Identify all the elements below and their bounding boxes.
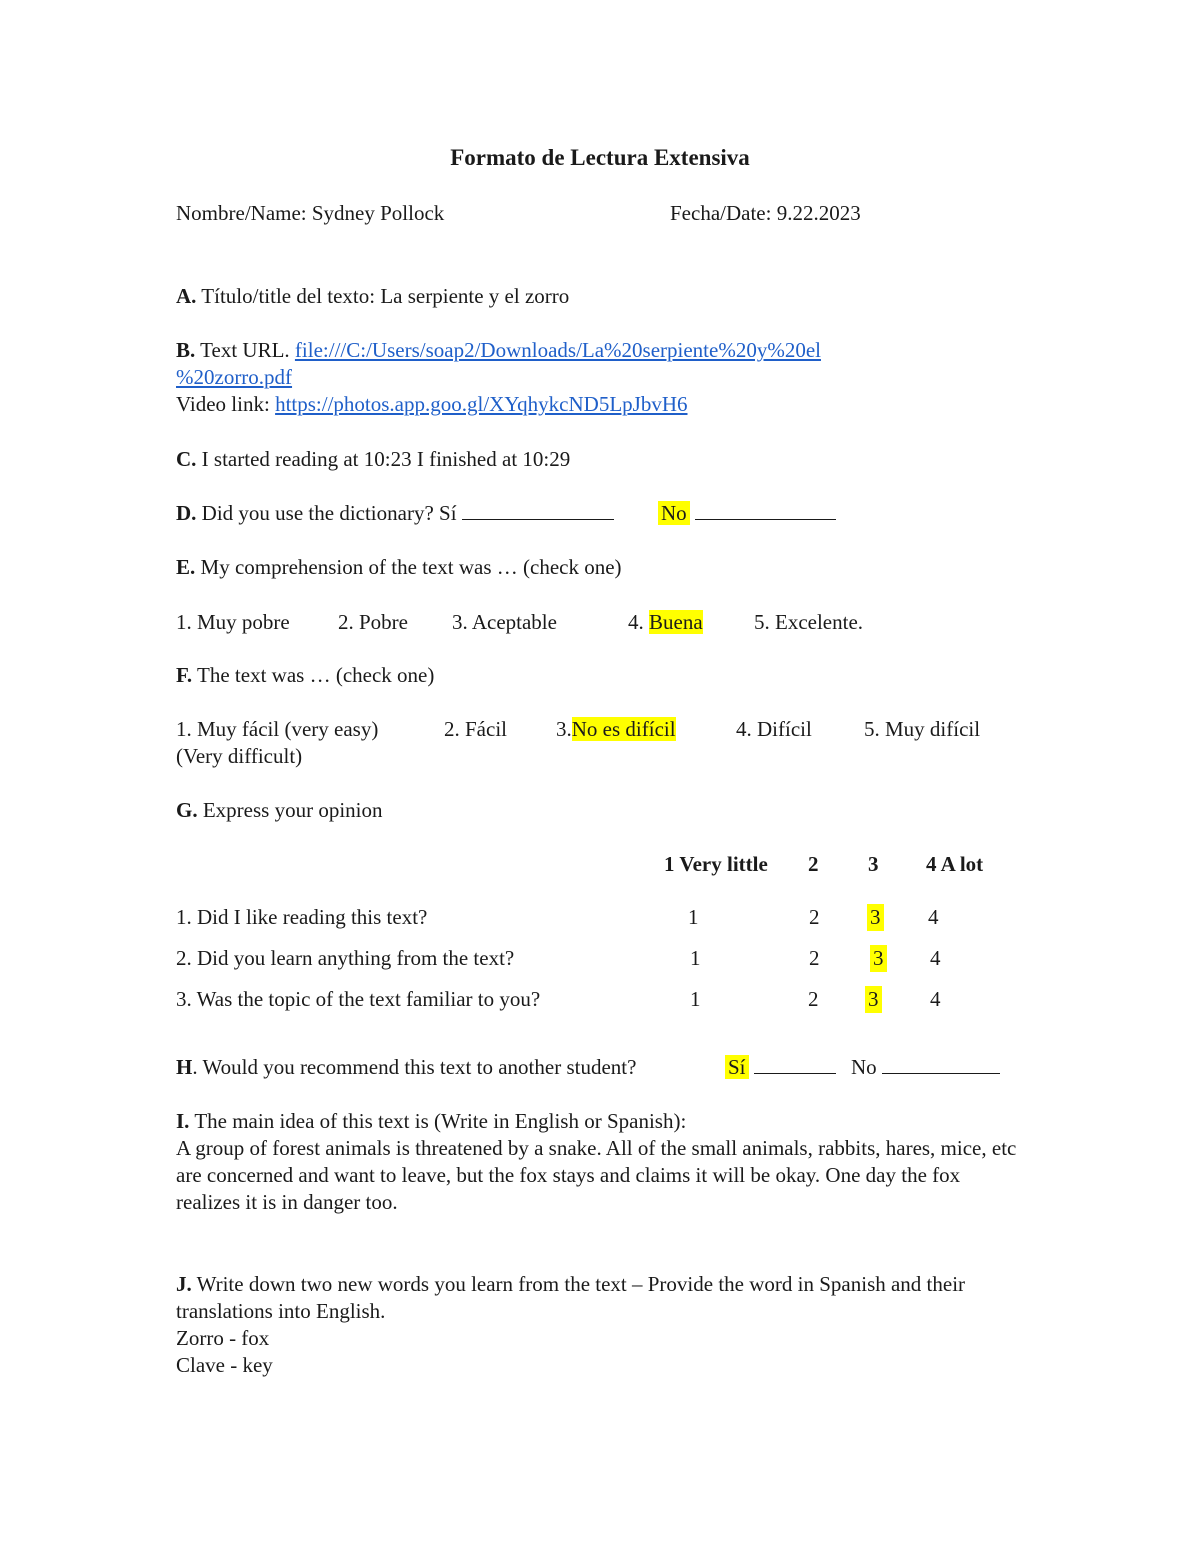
video-link[interactable]: https://photos.app.goo.gl/XYqhykcND5LpJbvH6 — [275, 392, 688, 416]
section-a-text: Título/title del texto: La serpiente y el zorro — [201, 284, 570, 308]
section-g-letter: G. — [176, 798, 198, 822]
difficulty-option-2: 2. Fácil — [444, 717, 507, 741]
name-line — [176, 200, 444, 227]
section-h — [176, 1054, 636, 1081]
section-c-letter: C. — [176, 447, 197, 471]
difficulty-option-5: 5. Muy difícil — [864, 717, 981, 741]
section-e-letter: E. — [176, 555, 196, 579]
date-line — [670, 200, 861, 227]
comprehension-option-4-number: 4. — [628, 610, 644, 634]
date-label: Fecha/Date: — [670, 201, 772, 225]
section-f-letter: F. — [176, 663, 193, 687]
scale-header-2: 2 — [808, 852, 819, 876]
section-h-question: . Would you recommend this text to another student? — [192, 1055, 637, 1079]
difficulty-option-4: 4. Difícil — [736, 717, 812, 741]
comprehension-option-3: 3. Aceptable — [452, 610, 557, 634]
section-b-video-line — [176, 391, 688, 418]
name-label: Nombre/Name: — [176, 201, 307, 225]
opinion-row-2-value-3-selected: 3 — [870, 945, 887, 972]
date-value: 9.22.2023 — [776, 201, 861, 225]
recommend-no-option — [851, 1054, 1000, 1081]
dictionary-no-highlighted: No — [658, 501, 690, 525]
section-b-url-continuation — [176, 364, 292, 391]
difficulty-option-3-number: 3. — [556, 717, 572, 741]
opinion-row-1-value-4: 4 — [928, 905, 939, 929]
opinion-row-3-question: 3. Was the topic of the text familiar to you? — [176, 987, 541, 1011]
section-a-letter: A. — [176, 284, 197, 308]
section-c-text: I started reading at 10:23 I finished at 10:29 — [201, 447, 571, 471]
section-d-letter: D. — [176, 501, 197, 525]
new-word-2: Clave - key — [176, 1353, 273, 1377]
opinion-row-1-value-1: 1 — [688, 905, 699, 929]
recommend-yes-highlighted: Sí — [725, 1055, 749, 1079]
comprehension-option-2: 2. Pobre — [338, 610, 408, 634]
text-url-link[interactable]: file:///C:/Users/soap2/Downloads/La%20serpiente%20y%20el — [294, 338, 821, 362]
opinion-row-1-value-3-selected: 3 — [867, 904, 884, 931]
comprehension-option-5: 5. Excelente. — [754, 610, 864, 634]
opinion-row-3-value-1: 1 — [690, 987, 701, 1011]
text-url-link-continued[interactable]: %20zorro.pdf — [176, 365, 293, 389]
scale-header-3: 3 — [868, 852, 879, 876]
section-a — [176, 283, 569, 310]
opinion-row-1-question: 1. Did I like reading this text? — [176, 905, 428, 929]
comprehension-option-4 — [628, 609, 703, 636]
difficulty-option-3-highlighted: No es difícil — [571, 717, 676, 741]
section-i-letter: I. — [176, 1109, 190, 1133]
dictionary-yes-blank — [462, 500, 614, 520]
recommend-yes-blank — [754, 1054, 836, 1074]
opinion-row-3-value-2: 2 — [808, 987, 819, 1011]
comprehension-option-1: 1. Muy pobre — [176, 610, 290, 634]
section-i-answer: A group of forest animals is threatened by a snake. All of the small animals, rabbits, hares, mice, etc are concerned and want to leave, but the fox stays and claims it will be okay. One day the fox realizes it is in danger too. — [176, 1136, 1017, 1214]
text-url-label: Text URL. — [200, 338, 290, 362]
section-e-question: My comprehension of the text was … (check one) — [200, 555, 622, 579]
difficulty-option-3 — [556, 716, 676, 743]
opinion-row-2-value-4: 4 — [930, 946, 941, 970]
scale-header-1: 1 Very little — [664, 852, 768, 876]
section-b-letter: B. — [176, 338, 196, 362]
dictionary-no-option — [658, 500, 836, 527]
recommend-no-label: No — [851, 1055, 877, 1079]
section-j-letter: J. — [176, 1272, 192, 1296]
opinion-row-2-value-2: 2 — [809, 946, 820, 970]
section-j-question: Write down two new words you learn from the text – Provide the word in Spanish and their translations into English. — [176, 1272, 966, 1323]
section-e — [176, 554, 622, 581]
new-word-1: Zorro - fox — [176, 1326, 270, 1350]
opinion-row-2-value-1: 1 — [690, 946, 701, 970]
video-link-label: Video link: — [176, 392, 270, 416]
page-title: Formato de Lectura Extensiva — [450, 145, 750, 170]
section-f — [176, 662, 434, 689]
opinion-row-3-value-3-selected: 3 — [865, 986, 882, 1013]
opinion-row-2-question: 2. Did you learn anything from the text? — [176, 946, 515, 970]
name-value: Sydney Pollock — [311, 201, 445, 225]
section-d-question: Did you use the dictionary? Sí — [201, 501, 457, 525]
section-b-url-line — [176, 337, 821, 364]
recommend-yes-option — [725, 1054, 836, 1081]
opinion-row-1-value-2: 2 — [809, 905, 820, 929]
section-i — [176, 1108, 1026, 1216]
section-f-question: The text was … (check one) — [197, 663, 435, 687]
section-h-letter: H — [176, 1055, 193, 1079]
section-d — [176, 500, 614, 527]
section-i-question: The main idea of this text is (Write in English or Spanish): — [194, 1109, 687, 1133]
dictionary-no-blank — [695, 500, 836, 520]
opinion-row-3-value-4: 4 — [930, 987, 941, 1011]
comprehension-option-4-highlighted: Buena — [649, 610, 703, 634]
scale-header-4: 4 A lot — [926, 852, 984, 876]
section-g — [176, 797, 383, 824]
section-j — [176, 1271, 1026, 1379]
section-g-question: Express your opinion — [202, 798, 383, 822]
difficulty-option-1: 1. Muy fácil (very easy) — [176, 717, 379, 741]
difficulty-option-5-continued: (Very difficult) — [176, 744, 303, 768]
recommend-no-blank — [882, 1054, 1000, 1074]
section-c — [176, 446, 570, 473]
